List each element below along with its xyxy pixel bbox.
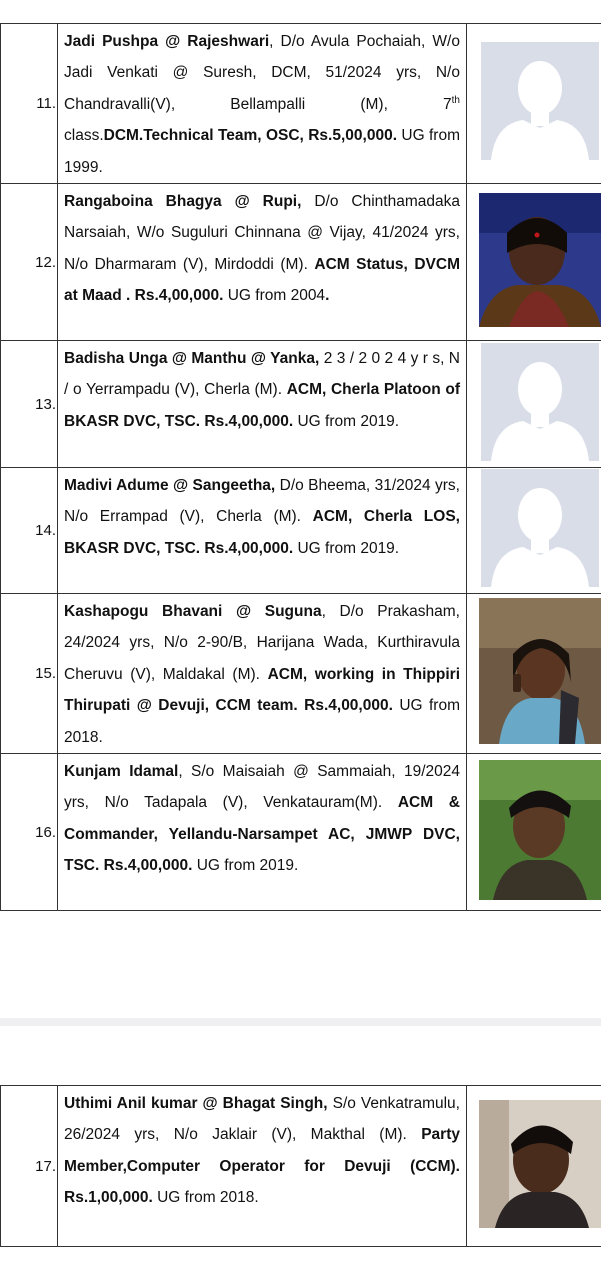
photo-cell <box>467 468 601 594</box>
woman-phone-portrait-icon <box>479 598 601 744</box>
placeholder-avatar-icon <box>481 469 599 587</box>
woman-portrait-icon <box>479 193 601 327</box>
reward-amount: Rs.4,00,000. <box>204 412 294 430</box>
details-text: class. <box>64 127 104 145</box>
photo-cell <box>467 24 601 184</box>
table-row <box>1 1086 601 1247</box>
reward-amount: Rs.4,00,000. <box>103 857 193 875</box>
placeholder-avatar-icon <box>481 42 599 160</box>
photo-cell <box>467 594 601 754</box>
row-number: 13. <box>1 341 58 468</box>
row-number: 15. <box>1 594 58 754</box>
photo-cell <box>467 754 601 911</box>
young-man-portrait-icon <box>479 1100 601 1228</box>
table-row <box>1 594 601 754</box>
ordinal-suffix: th <box>451 94 460 106</box>
role-text: ACM, working in Thippiri Thirupati @ Devuji, CCM team. <box>64 665 461 715</box>
table-row <box>1 24 601 184</box>
reward-amount: Rs.4,00,000. <box>204 539 294 557</box>
person-name: Uthimi Anil kumar @ Bhagat Singh, <box>64 1095 328 1112</box>
row-number: 12. <box>1 184 58 341</box>
role-text: DCM.Technical Team, OSC, <box>103 127 304 145</box>
person-name: Rangaboina Bhagya @ Rupi, <box>64 193 302 211</box>
details-text: , S/o Maisaiah @ Sammaiah, 19/2024 yrs, N/o Tadapala (V), Venkatauram(M). <box>64 763 460 812</box>
ug-text: UG from 2019. <box>192 857 299 875</box>
person-name: Kunjam Idamal <box>64 763 179 781</box>
row-description <box>58 341 467 468</box>
ug-text: UG from 1999. <box>64 127 460 176</box>
placeholder-avatar-icon <box>481 343 599 461</box>
role-text: ACM, Cherla Platoon of BKASR DVC, TSC. <box>64 381 460 430</box>
row-description <box>58 594 467 754</box>
reward-amount: Rs.1,00,000. <box>64 1189 153 1207</box>
ug-text: UG from 2018. <box>152 1189 259 1207</box>
photo-cell <box>467 1086 601 1247</box>
row-number: 16. <box>1 754 58 911</box>
details-text: S/o Venkatramulu, 26/2024 yrs, N/o Jaklair (V), Makthal (M). <box>64 1095 460 1144</box>
person-name: Kashapogu Bhavani @ Suguna <box>64 603 322 621</box>
row-description: Rangaboina Bhagya @ Rupi, D/o Chinthamadaka Narsaiah, W/o Suguluri Chinnana @ Vijay, 41/2024 yrs, N/o Dharmaram (V), Mirdoddi (M). ACM Status, DVCM at Maad . Rs.4,00,000. UG from 2004. <box>58 184 467 341</box>
photo-cell <box>467 184 601 341</box>
suspects-table-continued <box>0 1085 601 1247</box>
reward-amount: Rs.4,00,000. <box>304 697 393 715</box>
details-text: D/o Chinthamadaka Narsaiah, W/o Suguluri Chinnana @ Vijay, 41/2024 yrs, N/o Dharmaram (V), Mirdoddi (M). <box>64 193 460 273</box>
person-name: Madivi Adume @ Sangeetha, <box>64 477 276 495</box>
row-number: 17. <box>1 1086 58 1247</box>
row-number: 14. <box>1 468 58 594</box>
photo-cell <box>467 341 601 468</box>
table-row <box>1 468 601 594</box>
ug-text: UG from 2018. <box>64 697 460 746</box>
table-row <box>1 184 601 341</box>
ug-text: UG from 2004 <box>223 287 326 305</box>
row-number: 11. <box>1 24 58 184</box>
details-text: D/o Bheema, 31/2024 yrs, N/o Errampad (V), Cherla (M). <box>64 477 460 526</box>
suspects-table <box>0 23 601 911</box>
details-text: , D/o Avula Pochaiah, W/o Jadi Venkati @ Suresh, DCM, 51/2024 yrs, N/o Chandravalli(V), Bellampalli (M), 7 <box>64 33 460 113</box>
person-name: Jadi Pushpa @ Rajeshwari <box>64 33 270 50</box>
row-description <box>58 754 467 911</box>
details-text: 2 3 / 2 0 2 4 y r s, N / o Yerrampadu (V), Cherla (M). <box>64 350 461 399</box>
ug-text: UG from 2019. <box>293 539 400 557</box>
row-description <box>58 1086 467 1247</box>
role-text: ACM, Cherla LOS, BKASR DVC, TSC. <box>64 508 460 557</box>
table-row <box>1 754 601 911</box>
table-row <box>1 341 601 468</box>
row-description <box>58 24 467 184</box>
role-text: Party Member,Computer Operator for Devuji (CCM). <box>64 1126 460 1175</box>
role-text: ACM & Commander, Yellandu-Narsampet AC, JMWP DVC, TSC. <box>64 794 460 875</box>
details-text: , D/o Prakasham, 24/2024 yrs, N/o 2-90/B, Harijana Wada, Kurthiravula Cheruvu (V), Maldakal (M). <box>64 603 460 683</box>
ug-text: UG from 2019. <box>293 412 400 430</box>
role-text: ACM Status, DVCM at Maad . <box>64 255 460 305</box>
man-portrait-icon <box>479 760 601 900</box>
reward-amount: Rs.4,00,000. <box>134 287 224 305</box>
reward-amount: Rs.5,00,000. <box>308 127 397 145</box>
page-break <box>0 1018 601 1026</box>
person-name: Badisha Unga @ Manthu @ Yanka, <box>64 350 320 368</box>
row-description <box>58 468 467 594</box>
